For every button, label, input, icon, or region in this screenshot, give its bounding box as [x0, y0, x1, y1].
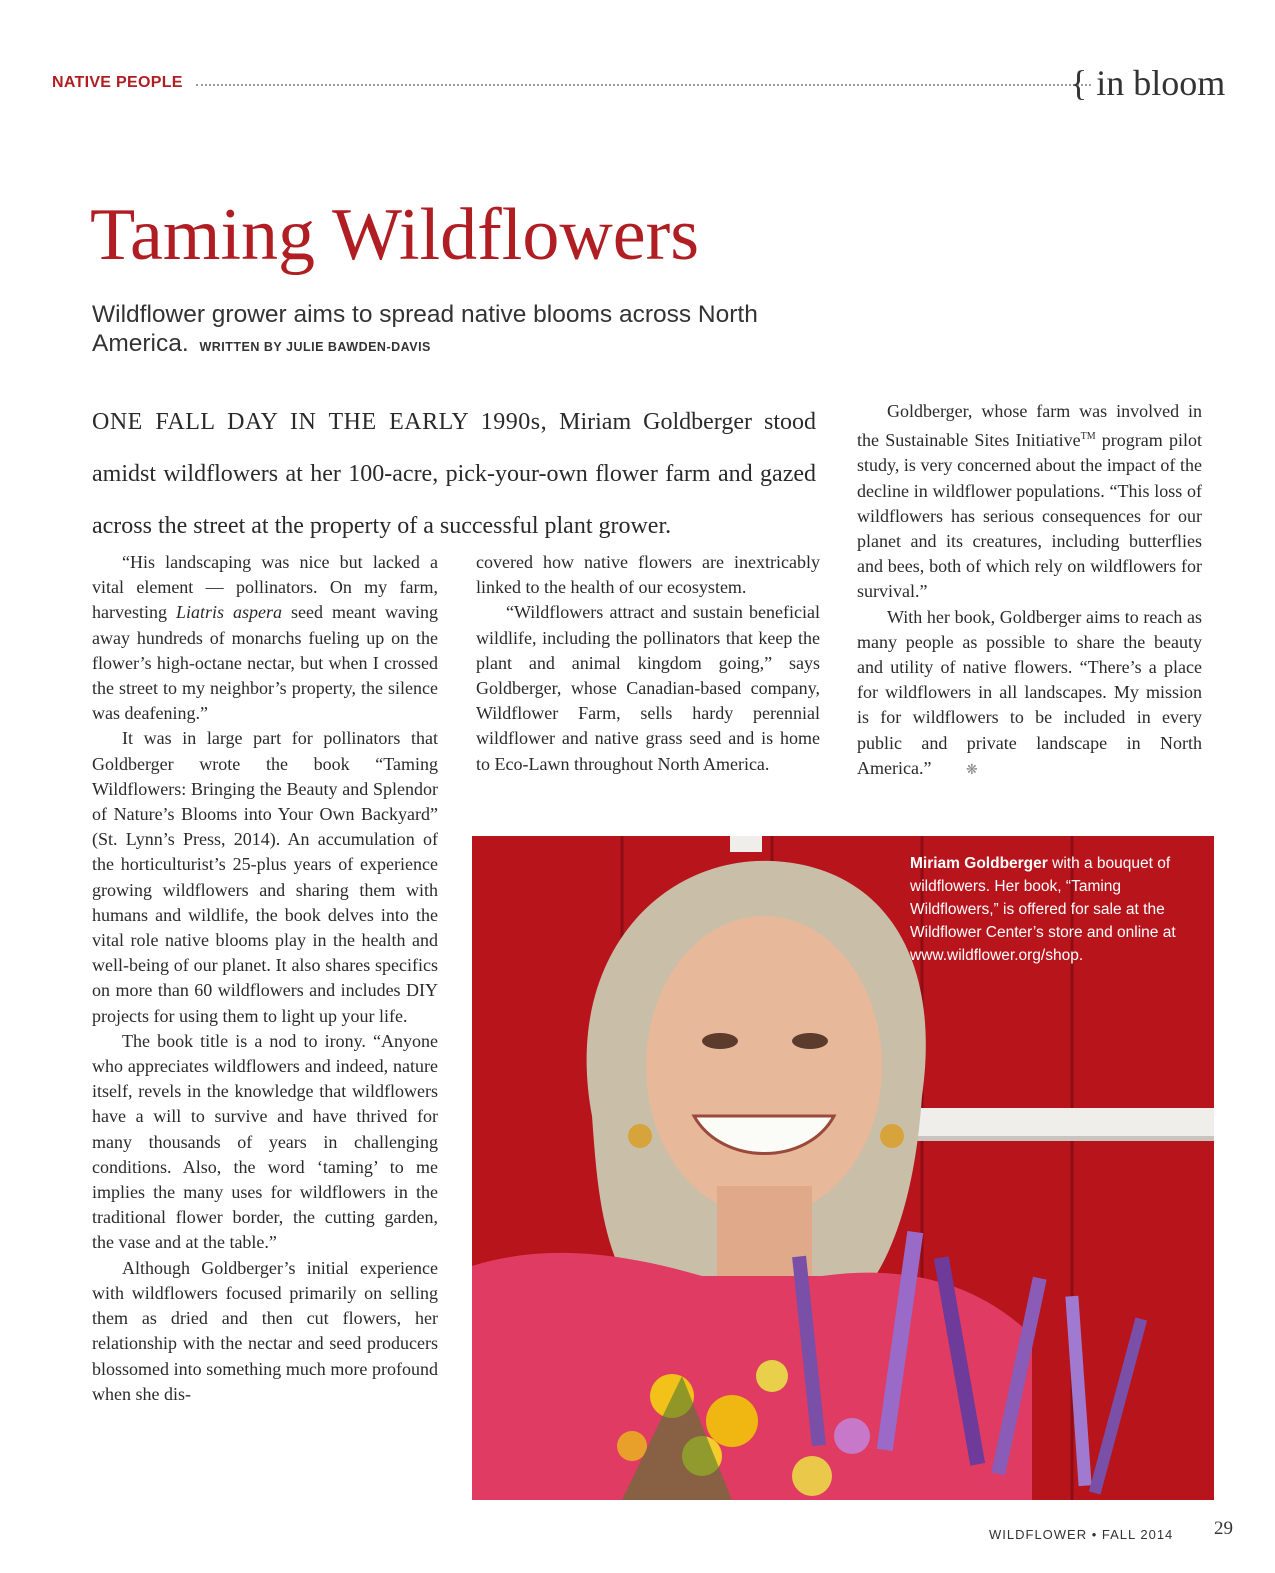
body-paragraph: It was in large part for pollinators that Goldberger wrote the book “Taming Wildflowers: Bringing the Beauty and Splendor of Nature’s Blooms into Your Own Backyard” (St. Lynn’s Press, 2014). An accumulation of the horticulturist’s 25-plus years of experience growing wildflowers and sharing them with humans and wildlife, the book delves into the vital role native blooms play in the health and well-being of our planet. It also shares specifics on more than 60 wildflowers and includes DIY projects for using them to light up your life. [92, 728, 438, 1026]
paragraph-text: program pilot study, is very concerned about the impact of the decline in wildflower populations. “This loss of wildflowers has serious consequences for our planet and its creatures, including butterflies and bees, both of which rely on wildflowers for survival.” [857, 430, 1202, 602]
article-title: Taming Wildflowers [90, 194, 700, 276]
body-paragraph: The book title is a nod to irony. “Anyone who appreciates wildflowers and indeed, nature itself, revels in the knowledge that wildflowers have a will to survive and have thrived for many thousands of years in challenging conditions. Also, the word ‘taming’ to me implies the many uses for wildflowers in the traditional flower border, the cutting garden, the vase and at the table.” [92, 1030, 438, 1253]
body-column-3 [857, 399, 1202, 783]
body-column-2 [476, 550, 820, 777]
byline: WRITTEN BY JULIE BAWDEN-DAVIS [199, 340, 431, 354]
body-paragraph [857, 399, 1202, 605]
body-paragraph [857, 605, 1202, 783]
body-paragraph: covered how native flowers are inextricably linked to the health of our ecosystem. [476, 552, 820, 598]
lead-paragraph [92, 396, 816, 552]
section-label: NATIVE PEOPLE [52, 74, 183, 91]
paragraph-text: Goldberger, whose farm was involved in the Sustainable Sites Initiative [857, 401, 1202, 451]
header-dotted-rule [196, 84, 1091, 86]
paragraph-text: seed meant waving away hundreds of monarchs fueling up on the flower’s high-octane nectar, but when I crossed the street to my neighbor’s property, the silence was deafening.” [92, 602, 439, 724]
species-name: Liatris aspera [176, 602, 283, 623]
lead-caps: ONE FALL DAY IN THE EARLY 1990s, [92, 409, 548, 435]
caption-name: Miriam Goldberger [910, 855, 1048, 872]
footer-magazine: WILDFLOWER • FALL 2014 [989, 1527, 1174, 1542]
lead-text: Miriam Goldberger stood amidst wildflowers at her 100-acre, pick-your-own flower farm and gazed across the street at the property of a successful plant grower. [92, 409, 816, 539]
paragraph-text: With her book, Goldberger aims to reach as many people as possible to share the beauty and utility of native flowers. “There’s a place for wildflowers in all landscapes. My mission is for wildflowers to be included in every public and private landscape in North America.” [857, 606, 1202, 778]
photo-caption [910, 852, 1200, 967]
page-number: 29 [1214, 1518, 1233, 1539]
flower-end-mark-icon: ❋ [965, 762, 978, 778]
article-subtitle [92, 300, 812, 362]
trademark-mark: TM [1080, 431, 1096, 443]
paragraph-text: “His landscaping was nice but lacked a vital element — pollinators. On my farm, harvesting [92, 552, 438, 623]
body-paragraph [92, 550, 438, 726]
caption-text: with a bouquet of wildflowers. Her book, “Taming Wildflowers,” is offered for sale at the Wildflower Center’s store and online at www.wildflower.org/shop. [910, 855, 1176, 964]
subtitle-text: Wildflower grower aims to spread native blooms across North America. [92, 301, 758, 357]
body-column-1 [92, 550, 438, 1407]
department-label: { in bloom [1070, 63, 1226, 103]
body-paragraph: Although Goldberger’s initial experience with wildflowers focused primarily on selling them as dried and then cut flowers, her relationship with the nectar and seed producers blossomed into something much more profound when she dis- [92, 1257, 438, 1404]
body-paragraph: “Wildflowers attract and sustain beneficial wildlife, including the pollinators that keep the plant and animal kingdom going,” says Goldberger, whose Canadian-based company, Wildflower Farm, sells hardy perennial wildflower and native grass seed and is home to Eco-Lawn throughout North America. [476, 602, 820, 774]
